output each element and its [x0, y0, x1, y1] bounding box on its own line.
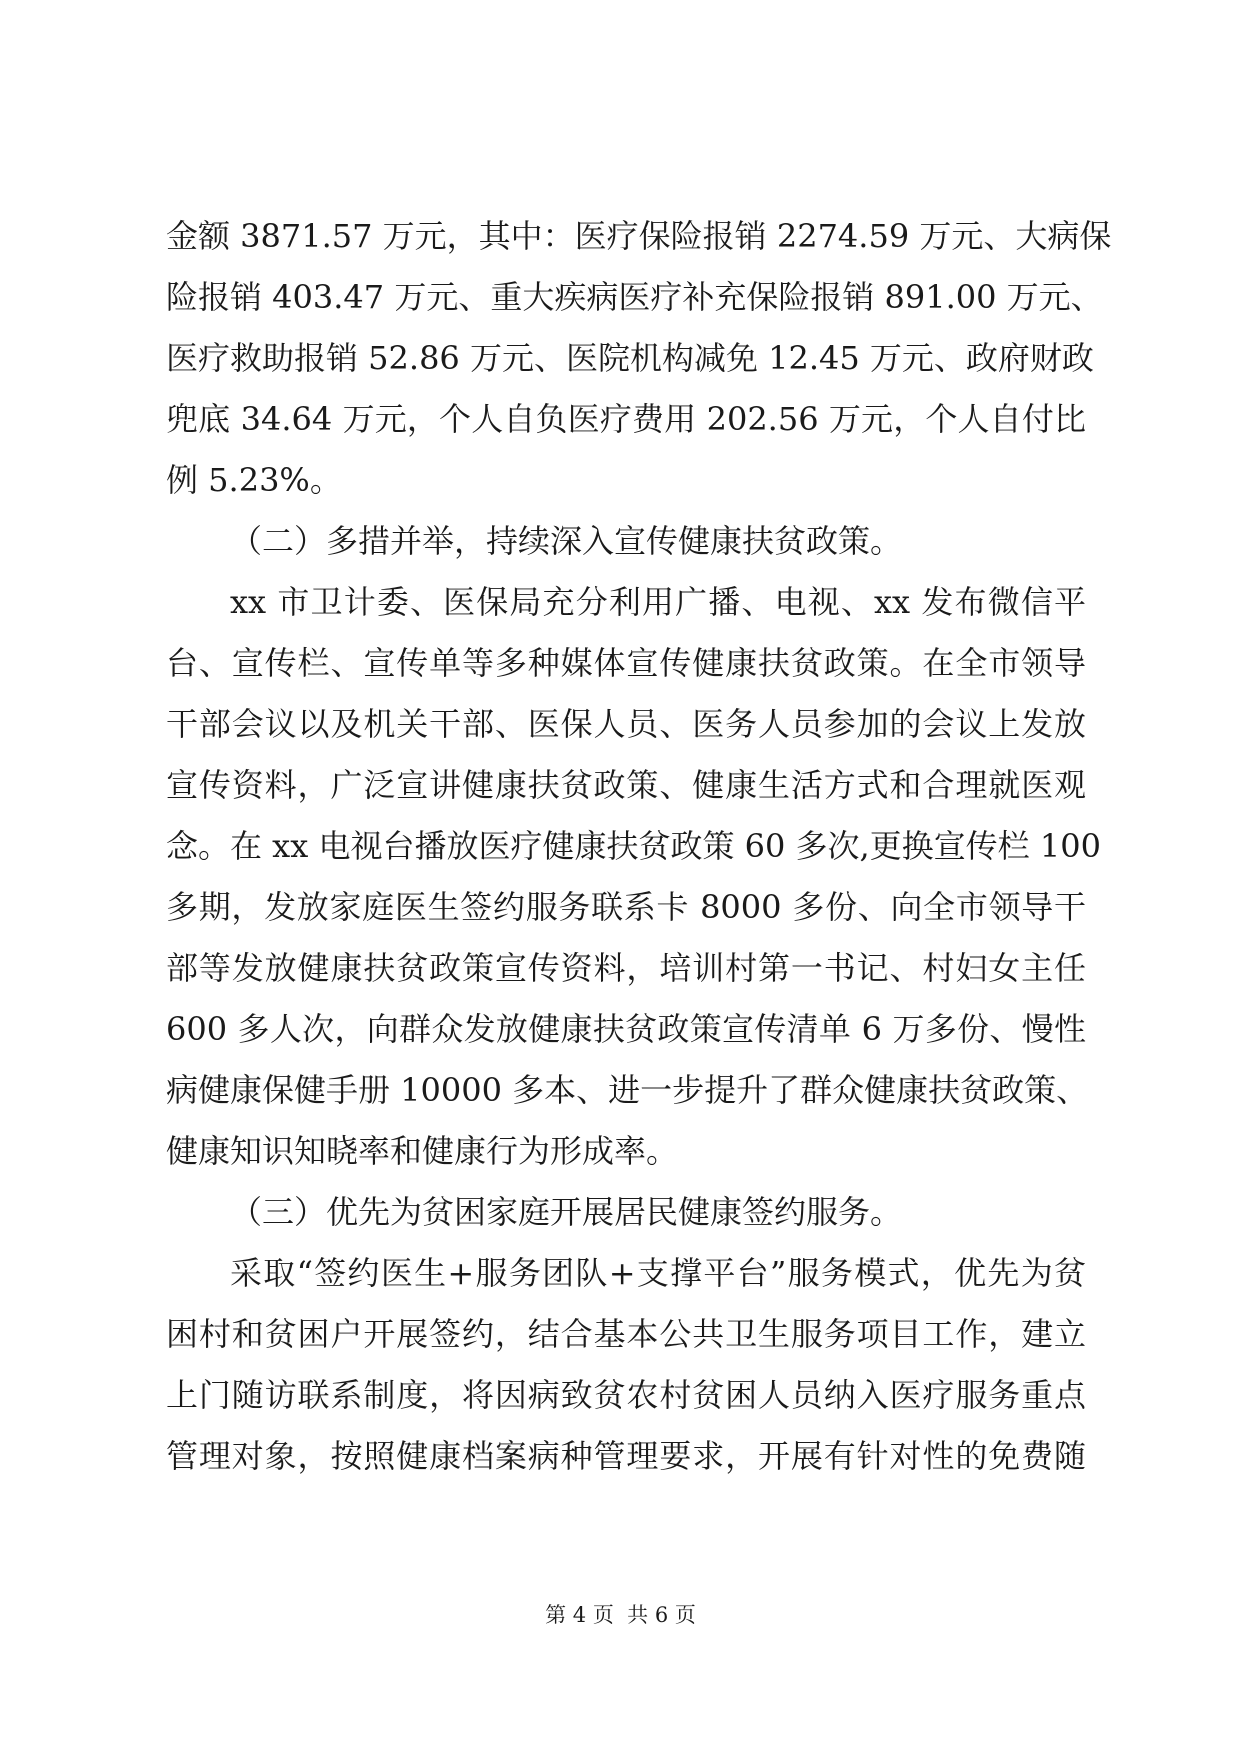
text-line: xx 市卫计委、医保局充分利用广播、电视、xx 发布微信平 [230, 583, 1086, 621]
text-line: 医疗救助报销 52.86 万元、医院机构减免 12.45 万元、政府财政 [166, 339, 1094, 377]
document-body [166, 206, 1112, 1487]
text-line: 念。在 xx 电视台播放医疗健康扶贫政策 60 多次,更换宣传栏 100 [166, 827, 1101, 865]
text-line: 管理对象，按照健康档案病种管理要求，开展有针对性的免费随 [166, 1437, 1086, 1475]
text-line: 宣传资料，广泛宣讲健康扶贫政策、健康生活方式和合理就医观 [166, 766, 1086, 804]
text-line: （二）多措并举，持续深入宣传健康扶贫政策。 [230, 522, 903, 560]
text-line: 采取“签约医生+服务团队+支撑平台”服务模式，优先为贫 [230, 1254, 1086, 1292]
page-footer [0, 1600, 1241, 1630]
text-line: 健康知识知晓率和健康行为形成率。 [166, 1132, 679, 1170]
text-line: 困村和贫困户开展签约，结合基本公共卫生服务项目工作，建立 [166, 1315, 1086, 1353]
text-line: 干部会议以及机关干部、医保人员、医务人员参加的会议上发放 [166, 705, 1086, 743]
text-line: 台、宣传栏、宣传单等多种媒体宣传健康扶贫政策。在全市领导 [166, 644, 1086, 682]
text-line: 600 多人次，向群众发放健康扶贫政策宣传清单 6 万多份、慢性 [166, 1010, 1086, 1048]
text-line: 病健康保健手册 10000 多本、进一步提升了群众健康扶贫政策、 [166, 1071, 1089, 1109]
text-line: 部等发放健康扶贫政策宣传资料，培训村第一书记、村妇女主任 [166, 949, 1086, 987]
text-line: 险报销 403.47 万元、重大疾病医疗补充保险报销 891.00 万元、 [166, 278, 1103, 316]
text-line: 例 5.23%。 [166, 461, 342, 499]
text-line: 多期，发放家庭医生签约服务联系卡 8000 多份、向全市领导干 [166, 888, 1086, 926]
text-line: 兜底 34.64 万元，个人自负医疗费用 202.56 万元，个人自付比 [166, 400, 1086, 438]
text-line: 金额 3871.57 万元，其中：医疗保险报销 2274.59 万元、大病保 [166, 217, 1112, 255]
page-number-label: 第 4 页 共 6 页 [545, 1603, 696, 1627]
text-line: 上门随访联系制度，将因病致贫农村贫困人员纳入医疗服务重点 [166, 1376, 1086, 1414]
text-line: （三）优先为贫困家庭开展居民健康签约服务。 [230, 1193, 903, 1231]
